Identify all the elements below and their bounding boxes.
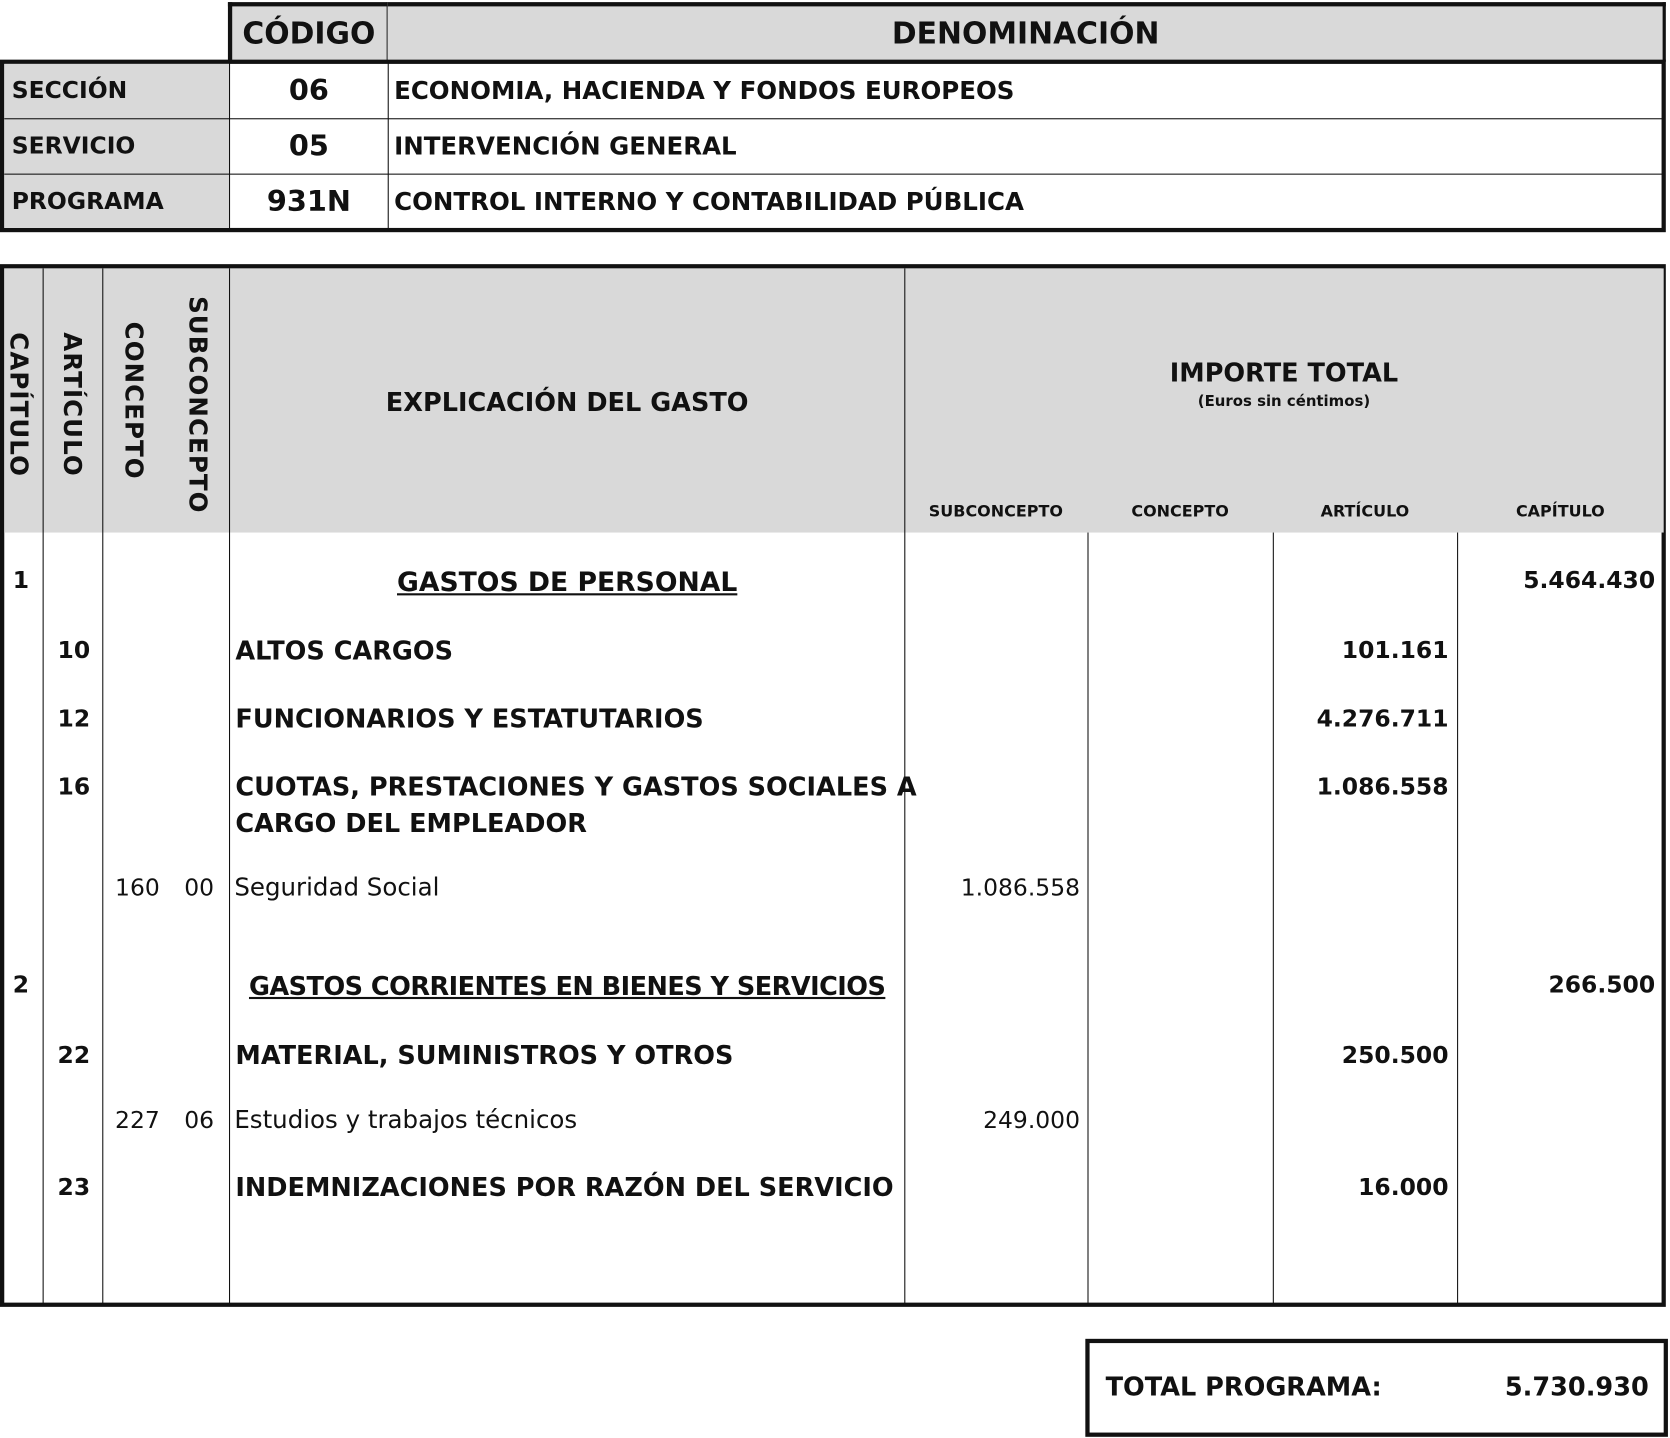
row-text: Seguridad Social	[234, 874, 440, 903]
servicio-label: SERVICIO	[11, 133, 136, 160]
capitulo-header: CAPÍTULO	[4, 332, 32, 478]
row-art-amount: 16.000	[1358, 1174, 1449, 1202]
row-text-line2: CARGO DEL EMPLEADOR	[235, 808, 587, 839]
servicio-name: INTERVENCIÓN GENERAL	[394, 132, 737, 161]
row-articulo: 12	[57, 706, 91, 733]
total-label: TOTAL PROGRAMA:	[1105, 1371, 1382, 1402]
divider	[1273, 533, 1274, 1304]
row-art-amount: 4.276.711	[1316, 706, 1449, 733]
seccion-name: ECONOMIA, HACIENDA Y FONDOS EUROPEOS	[394, 77, 1015, 105]
seccion-label: SECCIÓN	[11, 77, 128, 105]
divider	[1087, 533, 1088, 1304]
row-cap-amount: 266.500	[1548, 972, 1656, 1000]
total-value: 5.730.930	[1504, 1371, 1649, 1402]
concepto-header: CONCEPTO	[119, 321, 147, 480]
row-text: Estudios y trabajos técnicos	[234, 1106, 578, 1135]
row-text: INDEMNIZACIONES POR RAZÓN DEL SERVICIO	[235, 1172, 894, 1203]
row-text: FUNCIONARIOS Y ESTATUTARIOS	[235, 704, 704, 734]
divider	[229, 268, 230, 1303]
divider	[388, 62, 389, 230]
programa-name: CONTROL INTERNO Y CONTABILIDAD PÚBLICA	[394, 187, 1024, 216]
explicacion-header: EXPLICACIÓN DEL GASTO	[385, 387, 749, 418]
row-articulo: 23	[57, 1174, 91, 1202]
row-articulo: 22	[57, 1042, 91, 1070]
row-sub-amount: 1.086.558	[960, 875, 1081, 903]
capitulo-amount-header: CAPÍTULO	[1515, 501, 1605, 521]
importe-total-header: IMPORTE TOTAL	[1169, 357, 1399, 388]
row-articulo: 16	[57, 774, 91, 801]
articulo-amount-header: ARTÍCULO	[1320, 501, 1410, 521]
codigo-header: CÓDIGO	[242, 15, 376, 51]
row-text: ALTOS CARGOS	[235, 635, 454, 666]
row-art-amount: 1.086.558	[1316, 774, 1449, 801]
denominacion-header: DENOMINACIÓN	[891, 15, 1160, 51]
row-concepto: 160	[115, 875, 160, 903]
row-sub-amount: 249.000	[983, 1107, 1081, 1135]
row-capitulo: 1	[12, 567, 30, 595]
row-concepto: 227	[115, 1107, 160, 1135]
row-capitulo: 2	[12, 972, 30, 1000]
row-articulo: 10	[57, 637, 91, 665]
seccion-code: 06	[288, 74, 329, 108]
row-text: CUOTAS, PRESTACIONES Y GASTOS SOCIALES A	[235, 772, 917, 803]
servicio-code: 05	[288, 129, 329, 163]
subconcepto-amount-header: SUBCONCEPTO	[928, 501, 1063, 521]
subconcepto-header: SUBCONCEPTO	[183, 296, 211, 514]
divider	[102, 268, 103, 1303]
row-art-amount: 101.161	[1341, 637, 1449, 665]
divider	[43, 268, 44, 1303]
programa-label: PROGRAMA	[11, 188, 164, 216]
row-cap-amount: 5.464.430	[1523, 567, 1656, 595]
row-text: GASTOS DE PERSONAL	[396, 566, 738, 598]
row-subconcepto: 06	[184, 1107, 215, 1135]
divider	[1457, 533, 1458, 1304]
importe-note: (Euros sin céntimos)	[1197, 393, 1371, 411]
row-subconcepto: 00	[184, 875, 215, 903]
row-art-amount: 250.500	[1341, 1042, 1449, 1070]
concepto-amount-header: CONCEPTO	[1131, 501, 1229, 521]
articulo-header: ARTÍCULO	[57, 332, 86, 477]
row-text: GASTOS CORRIENTES EN BIENES Y SERVICIOS	[248, 971, 886, 1002]
row-text: MATERIAL, SUMINISTROS Y OTROS	[235, 1040, 734, 1071]
programa-code: 931N	[266, 185, 351, 219]
